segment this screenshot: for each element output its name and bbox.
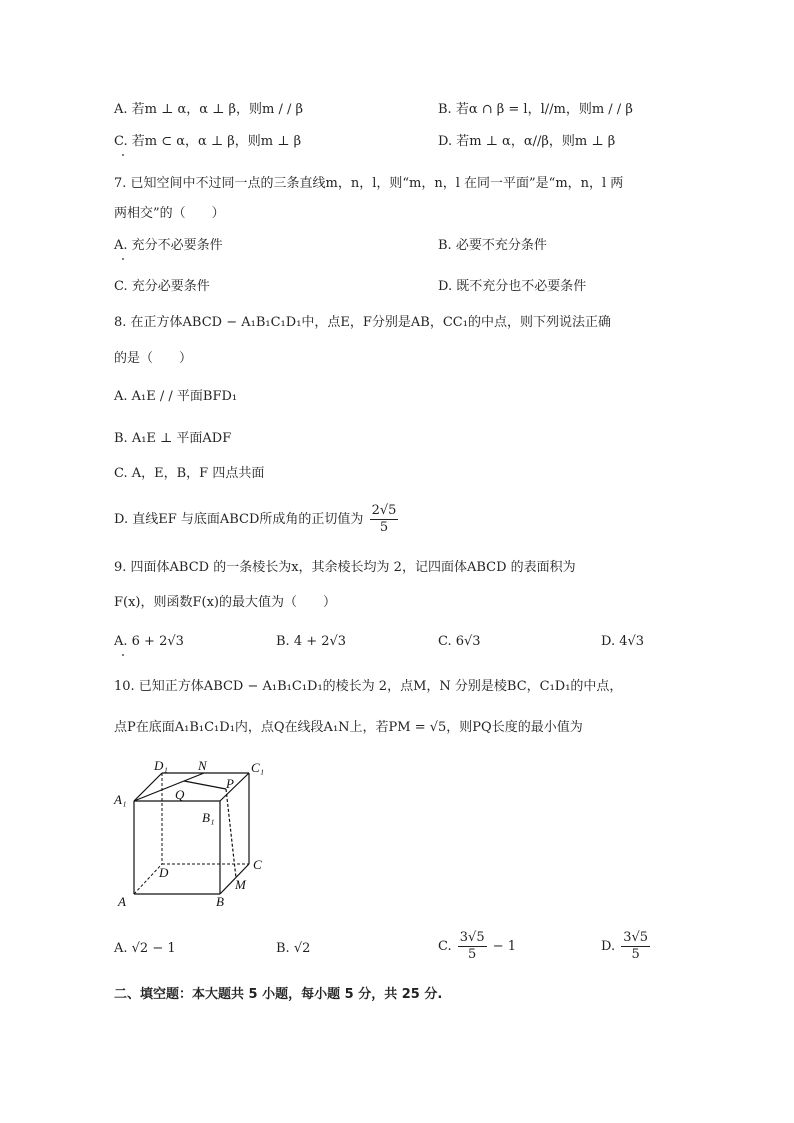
q6-option-b: B. 若α ∩ β = l，l//m，则m / / β	[438, 102, 633, 117]
fraction-numerator: 3√5	[459, 930, 485, 945]
fraction-numerator: 2√5	[371, 503, 397, 518]
q10-option-d-label: D.	[601, 939, 616, 954]
label-a1: A₁	[114, 792, 127, 807]
q9-option-a: A. 6 + 2√3	[114, 634, 184, 649]
stray-dot	[122, 258, 124, 260]
edge-a1d1	[134, 773, 162, 801]
q10-stem-line2: 点P在底面A₁B₁C₁D₁内，点Q在线段A₁N上，若PM = √5，则PQ长度的最小值为	[114, 720, 583, 735]
label-d: D	[159, 865, 169, 880]
q8-stem-line1: 8. 在正方体ABCD − A₁B₁C₁D₁中，点E，F分别是AB，CC₁的中点，则下列说法正确	[114, 315, 611, 330]
q10-option-c-tail: − 1	[492, 939, 517, 954]
edge-b1c1	[220, 773, 249, 801]
q9-option-d: D. 4√3	[601, 634, 645, 649]
q7-stem-line2: 两相交”的（ ）	[114, 206, 225, 221]
label-d1: D₁	[154, 758, 168, 773]
q10-option-c-label: C.	[438, 939, 452, 954]
q7-option-b: B. 必要不充分条件	[438, 238, 547, 253]
fraction-denominator: 5	[631, 947, 640, 962]
q6-option-d: D. 若m ⊥ α，α//β，则m ⊥ β	[438, 134, 616, 149]
q8-option-b: B. A₁E ⊥ 平面ADF	[114, 431, 232, 446]
label-m: M	[235, 877, 246, 892]
fraction-numerator: 3√5	[623, 930, 649, 945]
stray-dot	[122, 154, 124, 156]
label-c: C	[253, 857, 262, 872]
fraction-denominator: 5	[379, 520, 389, 535]
q7-option-c: C. 充分必要条件	[114, 279, 210, 294]
q10-option-c-fraction	[458, 930, 487, 963]
label-q: Q	[175, 787, 185, 802]
q9-option-c: C. 6√3	[438, 634, 481, 649]
q8-stem-line2: 的是（ ）	[114, 351, 193, 366]
q9-stem-line1: 9. 四面体ABCD 的一条棱长为x，其余棱长均为 2，记四面体ABCD 的表面积为	[114, 560, 576, 575]
q8-option-a: A. A₁E / / 平面BFD₁	[114, 389, 238, 404]
label-n: N	[198, 758, 207, 773]
fraction-denominator: 5	[468, 947, 477, 962]
segment-a1n	[134, 773, 204, 801]
q10-option-a: A. √2 − 1	[114, 941, 176, 956]
edge-ad-hidden	[134, 864, 162, 894]
q10-option-d	[601, 930, 652, 963]
segment-pm	[226, 789, 236, 878]
q6-option-c: C. 若m ⊂ α，α ⊥ β，则m ⊥ β	[114, 134, 302, 149]
label-b1: B₁	[202, 810, 215, 825]
q7-option-d: D. 既不充分也不必要条件	[438, 279, 587, 294]
label-b: B	[216, 894, 224, 909]
q8-option-d-text: D. 直线EF 与底面ABCD所成角的正切值为	[114, 512, 364, 527]
label-p: P	[226, 776, 234, 791]
cube-figure	[112, 756, 282, 910]
q10-option-d-fraction	[621, 930, 650, 963]
segment-qp	[184, 781, 226, 789]
q8-option-c: C. A，E，B，F 四点共面	[114, 466, 265, 481]
q9-stem-line2: F(x)，则函数F(x)的最大值为（ ）	[114, 595, 336, 610]
q6-option-a: A. 若m ⊥ α，α ⊥ β，则m / / β	[114, 102, 304, 117]
section-2-heading: 二、填空题：本大题共 5 小题，每小题 5 分，共 25 分.	[114, 987, 443, 1002]
q8-option-d-fraction	[370, 503, 399, 536]
label-c1: C₁	[251, 760, 265, 775]
q9-option-b: B. 4 + 2√3	[276, 634, 347, 649]
q8-option-d	[114, 503, 400, 536]
q10-stem-line1: 10. 已知正方体ABCD − A₁B₁C₁D₁的棱长为 2，点M，N 分别是棱BC，C₁D₁的中点，	[114, 679, 623, 694]
q10-option-b: B. √2	[276, 941, 311, 956]
label-a: A	[118, 894, 126, 909]
stray-dot	[122, 654, 124, 656]
q10-option-c	[438, 930, 516, 963]
q7-option-a: A. 充分不必要条件	[114, 238, 223, 253]
q7-stem-line1: 7. 已知空间中不过同一点的三条直线m，n，l，则“m，n，l 在同一平面”是“m，n，l 两	[114, 176, 624, 191]
